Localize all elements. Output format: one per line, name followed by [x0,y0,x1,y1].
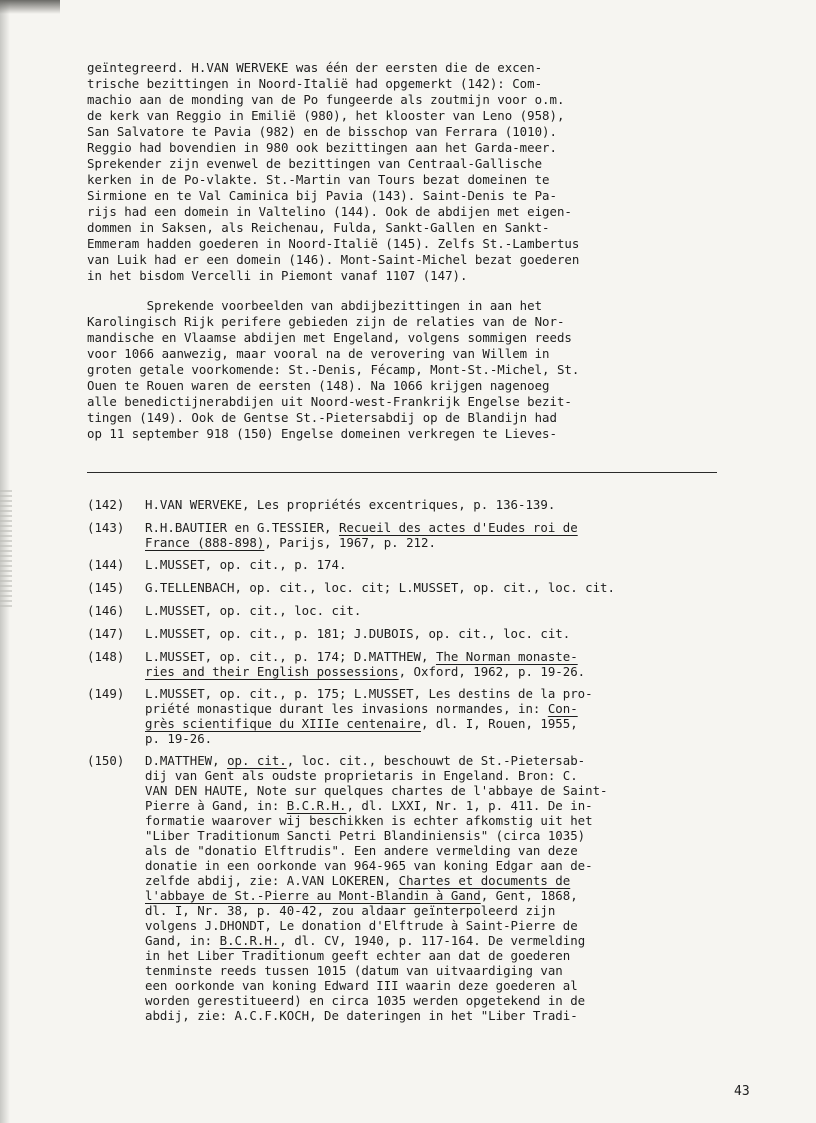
footnote-text [145,497,787,513]
footnote-segment: donatie in een oorkonde van 964-965 van koning Edgar aan de- [145,858,593,873]
footnote-number: (142) [87,497,125,512]
footnote [87,580,787,596]
footnote-line [145,993,787,1008]
footnote-number: (149) [87,686,125,701]
footnote-segment: , Oxford, 1962, p. 19-26. [398,664,586,679]
footnote [87,520,787,550]
footnote-line [145,918,787,933]
footnote-segment: worden gerestitueerd) en circa 1035 werden opgetekend in de [145,993,586,1008]
footnote-segment: volgens J.DHONDT, Le donation d'Elftrude à Saint-Pierre de [145,918,578,933]
text-line: kerken in de Po-vlakte. St.-Martin van Tours bezat domeinen te [87,172,550,187]
footnote-line [145,664,787,679]
footnote-text [145,686,787,746]
footnote-number: (144) [87,557,125,572]
page-number: 43 [734,1084,750,1099]
footnote-segment: , dl. CV, 1940, p. 117-164. De vermelding [279,933,586,948]
scan-top-shadow [0,0,60,14]
text-line: mandische en Vlaamse abdijen met Engeland, volgens sommigen reeds [87,330,572,345]
footnote-line [145,933,787,948]
footnote-line [145,783,787,798]
text-line: trische bezittingen in Noord-Italië had opgemerkt (142): Com- [87,76,543,91]
footnote-line [145,520,787,535]
text-line: voor 1066 aanwezig, maar vooral na de verovering van Willem in [87,346,550,361]
text-line: San Salvatore te Pavia (982) en de bisschop van Ferrara (1010). [87,124,557,139]
footnote-line [145,828,787,843]
footnote-segment: H.VAN WERVEKE, Les propriétés excentriques, p. 136-139. [145,497,556,512]
text-line: Sprekender zijn evenwel de bezittingen van Centraal-Gallische [87,156,543,171]
text-line: tingen (149). Ook de Gentse St.-Pietersabdij op de Blandijn had [87,410,557,425]
footnote [87,649,787,679]
footnote-segment: , Parijs, 1967, p. 212. [264,535,436,550]
footnote-segment: L.MUSSET, op. cit., loc. cit. [145,603,362,618]
footnote-segment: in het Liber Traditionum geeft echter aan dat de goederen [145,948,571,963]
footnote-segment: L.MUSSET, op. cit., p. 174. [145,557,347,572]
footnote-segment: dl. I, Nr. 38, p. 40-42, zou aldaar geïnterpoleerd zijn [145,903,556,918]
footnote-text [145,557,787,573]
underlined-title: Con- [547,701,578,716]
footnote-line [145,948,787,963]
text-line: in het bisdom Vercelli in Piemont vanaf 1107 (147). [87,268,468,283]
underlined-title: France (888-898) [145,535,265,550]
footnote-segment: als de "donatio Elftrudis". Een andere vermelding van deze [145,843,578,858]
footnote-line [145,557,787,572]
footnote-segment: Pierre à Gand, in: [145,798,287,813]
footnote-segment: Gand, in: [145,933,220,948]
underlined-title: op. cit. [227,753,287,768]
footnote [87,753,787,1023]
footnote-line [145,649,787,664]
footnote-number: (146) [87,603,125,618]
footnotes [87,497,787,1030]
footnote-segment: tenminste reeds tussen 1015 (datum van uitvaardiging van [145,963,563,978]
footnote-line [145,858,787,873]
footnote-line [145,731,787,746]
text-line: Sprekende voorbeelden van abdijbezittingen in aan het [87,298,543,313]
footnote-segment: L.MUSSET, op. cit., p. 181; J.DUBOIS, op. cit., loc. cit. [145,626,571,641]
footnote-line [145,1008,787,1023]
footnote-line [145,978,787,993]
footnote-text [145,626,787,642]
footnote-line [145,580,787,595]
footnote-line [145,888,787,903]
underlined-title: B.C.R.H. [219,933,280,948]
footnote-segment: L.MUSSET, op. cit., p. 175; L.MUSSET, Les destins de la pro- [145,686,593,701]
text-line: groten getale voorkomende: St.-Denis, Fécamp, Mont-St.-Michel, St. [87,362,580,377]
underlined-title: l'abbaye de St.-Pierre au Mont-Blandin à Gand [145,888,481,903]
footnote-segment: abdij, zie: A.C.F.KOCH, De dateringen in het "Liber Tradi- [145,1008,578,1023]
footnote-segment: , loc. cit., beschouwt de St.-Pietersab- [286,753,586,768]
footnote-number: (150) [87,753,125,768]
footnote-text [145,520,787,550]
footnote-segment: D.MATTHEW, [145,753,228,768]
footnote-line [145,963,787,978]
underlined-title: grès scientifique du XIIIe centenaire [145,716,422,731]
underlined-title: The Norman monaste- [435,649,578,664]
footnote-segment: , dl. LXXI, Nr. 1, p. 411. De in- [346,798,593,813]
text-line: machio aan de monding van de Po fungeerde als zoutmijn voor o.m. [87,92,565,107]
footnote [87,497,787,513]
footnote-segment: , Gent, 1868, [480,888,578,903]
underlined-title: Recueil des actes d'Eudes roi de [338,520,578,535]
footnote-number: (145) [87,580,125,595]
footnote-segment: VAN DEN HAUTE, Note sur quelques chartes de l'abbaye de Saint- [145,783,608,798]
text-line: Karolingisch Rijk perifere gebieden zijn de relaties van de Nor- [87,314,565,329]
footnote-segment: zelfde abdij, zie: A.VAN LOKEREN, [145,873,399,888]
paragraph [87,298,727,442]
footnote-line [145,535,787,550]
underlined-title: ries and their English possessions [145,664,399,679]
footnote-line [145,768,787,783]
footnote-number: (143) [87,520,125,535]
footnote-segment: "Liber Traditionum Sancti Petri Blandiniensis" (circa 1035) [145,828,586,843]
text-line: Emmeram hadden goederen in Noord-Italië (145). Zelfs St.-Lambertus [87,236,580,251]
text-line: op 11 september 918 (150) Engelse domeinen verkregen te Lieves- [87,426,557,441]
footnote-line [145,603,787,618]
footnote-line [145,798,787,813]
text-line: Ouen te Rouen waren de eersten (148). Na 1066 krijgen nagenoeg [87,378,550,393]
footnote-line [145,701,787,716]
footnote-segment: priété monastique durant les invasions normandes, in: [145,701,548,716]
text-line: alle benedictijnerabdijen uit Noord-west-Frankrijk Engelse bezit- [87,394,572,409]
footnote-line [145,813,787,828]
footnote-line [145,903,787,918]
underlined-title: B.C.R.H. [286,798,347,813]
footnote [87,603,787,619]
footnote-line [145,753,787,768]
footnote-line [145,716,787,731]
footnote-segment: G.TELLENBACH, op. cit., loc. cit; L.MUSSET, op. cit., loc. cit. [145,580,615,595]
underlined-title: Chartes et documents de [398,873,571,888]
footnote [87,686,787,746]
footnote-line [145,626,787,641]
text-line: rijs had een domein in Valtelino (144). Ook de abdijen met eigen- [87,204,572,219]
text-line: Sirmione en te Val Caminica bij Pavia (143). Saint-Denis te Pa- [87,188,557,203]
text-line: dommen in Saksen, als Reichenau, Fulda, Sankt-Gallen en Sankt- [87,220,550,235]
footnote-segment: R.H.BAUTIER en G.TESSIER, [145,520,339,535]
text-line: de kerk van Reggio in Emilië (980), het klooster van Leno (958), [87,108,565,123]
footnote-separator [87,472,717,473]
footnote-segment: een oorkonde van koning Edward III waarin deze goederen al [145,978,578,993]
footnote-number: (147) [87,626,125,641]
footnote-line [145,843,787,858]
main-text [87,60,727,442]
text-line: Reggio had bovendien in 980 ook bezittingen aan het Garda-meer. [87,140,557,155]
footnote-line [145,497,787,512]
footnote-line [145,873,787,888]
footnote-text [145,753,787,1023]
paragraph-gap [87,284,727,298]
footnote-text [145,580,787,596]
footnote-segment: , dl. I, Rouen, 1955, [421,716,578,731]
footnote-text [145,649,787,679]
footnote-number: (148) [87,649,125,664]
footnote-segment: p. 19-26. [145,731,213,746]
text-line: van Luik had er een domein (146). Mont-Saint-Michel bezat goederen [87,252,580,267]
footnote-text [145,603,787,619]
footnote [87,557,787,573]
text-line: geïntegreerd. H.VAN WERVEKE was één der eersten die de excen- [87,60,543,75]
footnote-segment: L.MUSSET, op. cit., p. 174; D.MATTHEW, [145,649,436,664]
scan-side-mark [0,490,12,610]
footnote-segment: formatie waarover wij beschikken is echter afkomstig uit het [145,813,593,828]
footnote-segment: dij van Gent als oudste proprietaris in Engeland. Bron: C. [145,768,578,783]
paragraph [87,60,727,284]
footnote-line [145,686,787,701]
footnote [87,626,787,642]
